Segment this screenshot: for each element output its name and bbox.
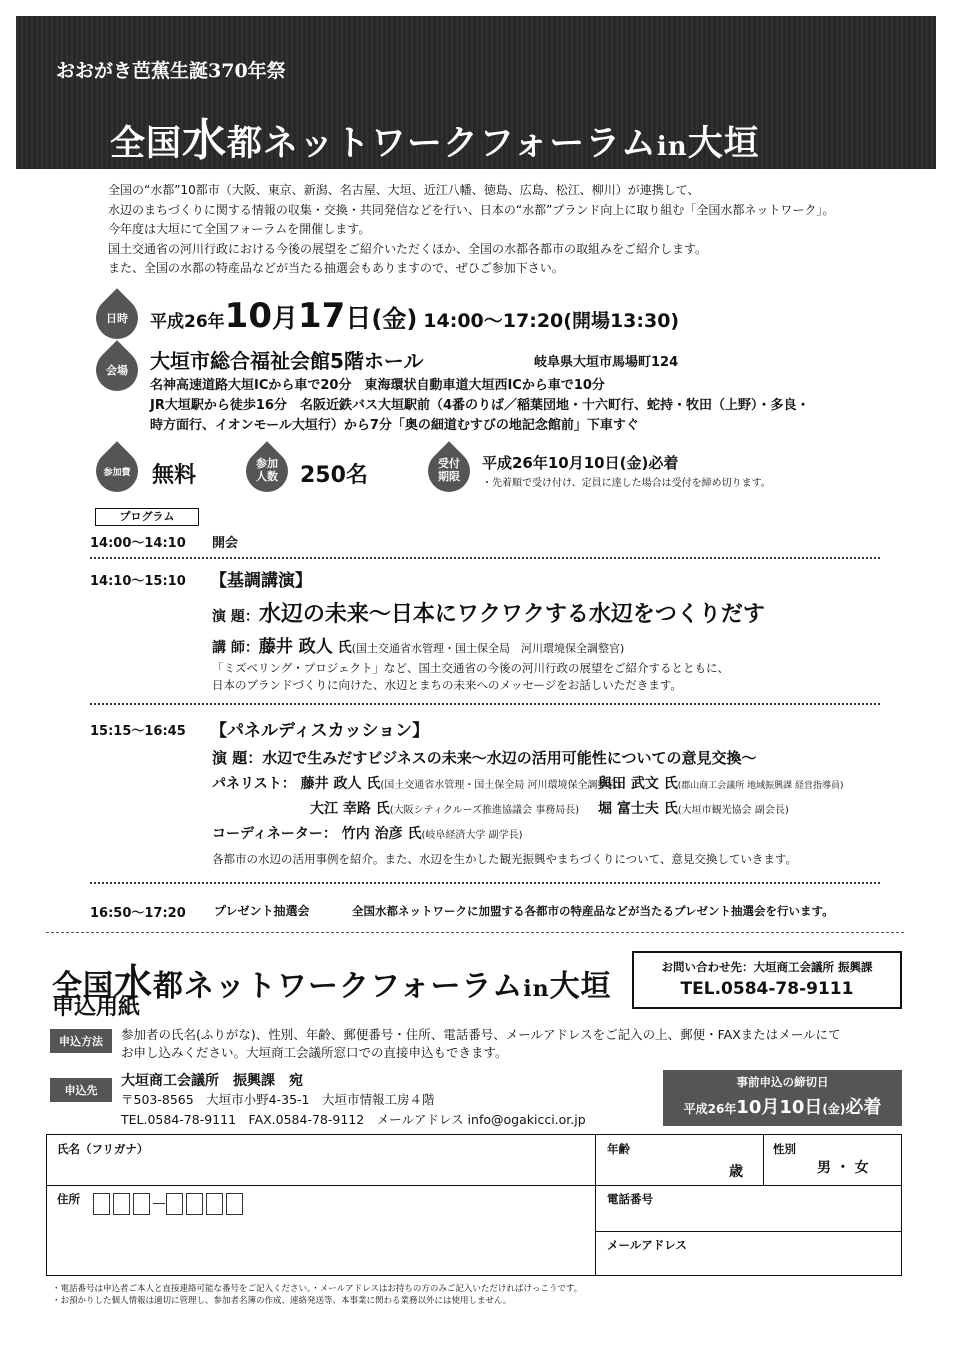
program-time-1: 14:00～14:10 [90, 536, 186, 551]
address-field-label: 住所 [57, 1192, 80, 1206]
lottery-description: 全国水都ネットワークに加盟する各都市の特産品などが当たるプレゼント抽選会を行います。 [352, 904, 834, 918]
panelist-row-1b: 與田 武文 氏(郡山商工会議所 地域振興課 経営指導員) [598, 776, 844, 792]
address-field[interactable] [47, 1221, 595, 1275]
phone-field[interactable] [595, 1185, 902, 1231]
destination-address: 〒503-8565 大垣市小野4-35-1 大垣市情報工房４階 [121, 1092, 435, 1107]
name-field[interactable] [47, 1135, 595, 1185]
keynote-speaker: 講 師：藤井 政人 氏(国土交通省水管理・国土保全局 河川環境保全調整官) [212, 637, 625, 657]
destination-contacts: TEL.0584-78-9111 FAX.0584-78-9112 メールアドレス info@ogakicci.or.jp [121, 1112, 586, 1127]
panel-theme: 演 題：水辺で生みだすビジネスの未来～水辺の活用可能性についての意見交換～ [212, 749, 757, 767]
capacity-value: 250名 [300, 463, 368, 488]
gender-field-label: 性別 [773, 1142, 796, 1156]
date-tag: 日時 [87, 288, 146, 347]
panelist-row-2b: 堀 富士夫 氏(大垣市観光協会 副会長) [598, 801, 789, 817]
program-time-4: 16:50～17:20 [90, 906, 186, 921]
destination-name: 大垣商工会議所 振興課 宛 [121, 1073, 303, 1089]
cut-line [46, 932, 904, 933]
gender-options[interactable]: 男 ・ 女 [817, 1160, 869, 1176]
zip-box[interactable] [226, 1193, 243, 1215]
panel-description: 各都市の水辺の活用事例を紹介。また、水辺を生かした観光振興やまちづくりについて、意見交換していきます。 [212, 852, 797, 866]
panelist-row-1: パネリスト： 藤井 政人 氏(国土交通省水管理・国土保全局 河川環境保全調整官) [212, 776, 622, 792]
email-field-label: メールアドレス [607, 1238, 687, 1252]
program-time-3: 15:15～16:45 [90, 724, 186, 739]
keynote-heading: 【基調講演】 [210, 571, 312, 591]
contact-tel: TEL.0584-78-9111 [680, 979, 854, 999]
contact-box: お問い合わせ先：大垣商工会議所 振興課 TEL.0584-78-9111 [632, 951, 902, 1009]
footnotes: ・電話番号は申込者ご本人と直接連絡可能な番号をご記入ください。・メールアドレスはお持ちの方のみご記入いただければけっこうです。 ・お預かりした個人情報は適切に管理し、参加者名簿の作成、連絡発送等、本事業に関わる業務以外には使用しません。 [52, 1284, 583, 1306]
zip-dash [153, 1203, 165, 1204]
intro-text: 全国の“水都”10都市（大阪、東京、新潟、名古屋、大垣、近江八幡、徳島、広島、松江、柳川）が連携して、 水辺のまちづくりに関する情報の収集・交換・共同発信などを行い、日本の“水都”ブランド向上に取り組む「全国水都ネットワーク」。 今年度は大垣にて全国フォーラムを開催します。 国土交通省の河川行政における今後の展望をご紹介いただくほか、全国の水都各都市の取組みをご紹介します。 また、全国の水都の特産品などが当たる抽選会もありますので、ぜひご参加下さい。 [108, 183, 835, 275]
method-tag: 申込方法 [50, 1029, 112, 1053]
venue-name: 大垣市総合福祉会館5階ホール [150, 349, 424, 373]
capacity-tag: 参加 人数 [237, 441, 296, 500]
name-field-label: 氏名（フリガナ） [57, 1142, 149, 1156]
form-subtitle: 申込用紙 [52, 995, 141, 1020]
age-unit: 歳 [729, 1164, 743, 1180]
deadline-note: ・先着順で受け付け、定員に達した場合は受付を締め切ります。 [482, 478, 771, 489]
panel-heading: 【パネルディスカッション】 [210, 721, 430, 741]
fee-tag: 参加費 [87, 441, 146, 500]
zip-box[interactable] [133, 1193, 150, 1215]
page-title: 全国水都ネットワークフォーラムin大垣 [110, 115, 760, 166]
event-date: 平成26年10月17日(金) 14:00～17:20(開場13:30) [150, 296, 680, 336]
divider [90, 882, 880, 884]
program-label: プログラム [95, 508, 199, 526]
age-field[interactable] [595, 1135, 763, 1185]
access-info: 名神高速道路大垣ICから車で20分 東海環状自動車道大垣西ICから車で10分 JR大垣駅から徒歩16分 名阪近鉄バス大垣駅前（4番のりば／稲葉団地・十六町行、蛇持・牧田（上野）・多良・ 時方面行、イオンモール大垣行）から7分「奥の細道むすびの地記念館前」下車すぐ [150, 378, 810, 433]
program-opening: 開会 [212, 536, 239, 551]
zip-box[interactable] [166, 1193, 183, 1215]
email-field[interactable] [595, 1231, 902, 1275]
keynote-description: 「ミズベリング・プロジェクト」など、国土交通省の今後の河川行政の展望をご紹介するとともに、 日本のブランドづくりに向けた、水辺とまちの未来へのメッセージをお話しいただきます。 [212, 661, 730, 692]
deadline-value: 平成26年10月10日(金)必着 [482, 454, 679, 472]
coordinator-row: コーディネーター： 竹内 治彦 氏(岐阜経済大学 副学長) [212, 826, 523, 842]
panelist-row-2: 大江 幸路 氏(大阪シティクルーズ推進協議会 事務局長) [310, 801, 580, 817]
form-title: 全国水都ネットワークフォーラムin大垣 [52, 961, 612, 1005]
zip-box[interactable] [186, 1193, 203, 1215]
deadline-tag: 受付 期限 [419, 441, 478, 500]
divider [90, 557, 880, 559]
zip-box[interactable] [93, 1193, 110, 1215]
age-field-label: 年齢 [607, 1142, 630, 1156]
keynote-theme: 演 題：水辺の未来～日本にワクワクする水辺をつくりだす [212, 602, 765, 627]
phone-field-label: 電話番号 [607, 1192, 653, 1206]
lottery-title: プレゼント抽選会 [214, 904, 310, 918]
divider [90, 703, 880, 705]
venue-tag: 会場 [87, 340, 146, 399]
destination-tag: 申込先 [50, 1078, 112, 1102]
event-subtitle: おおがき芭蕉生誕370年祭 [56, 60, 286, 82]
program-time-2: 14:10～15:10 [90, 574, 186, 589]
fee-value: 無料 [152, 463, 197, 488]
venue-address: 岐阜県大垣市馬場町124 [534, 355, 679, 370]
zip-box[interactable] [206, 1193, 223, 1215]
zip-box[interactable] [113, 1193, 130, 1215]
application-form [46, 1134, 902, 1276]
application-deadline-box: 事前申込の締切日 平成26年10月10日(金)必着 [663, 1070, 902, 1126]
method-text: 参加者の氏名(ふりがな)、性別、年齢、郵便番号・住所、電話番号、メールアドレスをご記入の上、郵便・FAXまたはメールにて お申し込みください。大垣商工会議所窓口での直接申込もできます。 [121, 1027, 841, 1060]
